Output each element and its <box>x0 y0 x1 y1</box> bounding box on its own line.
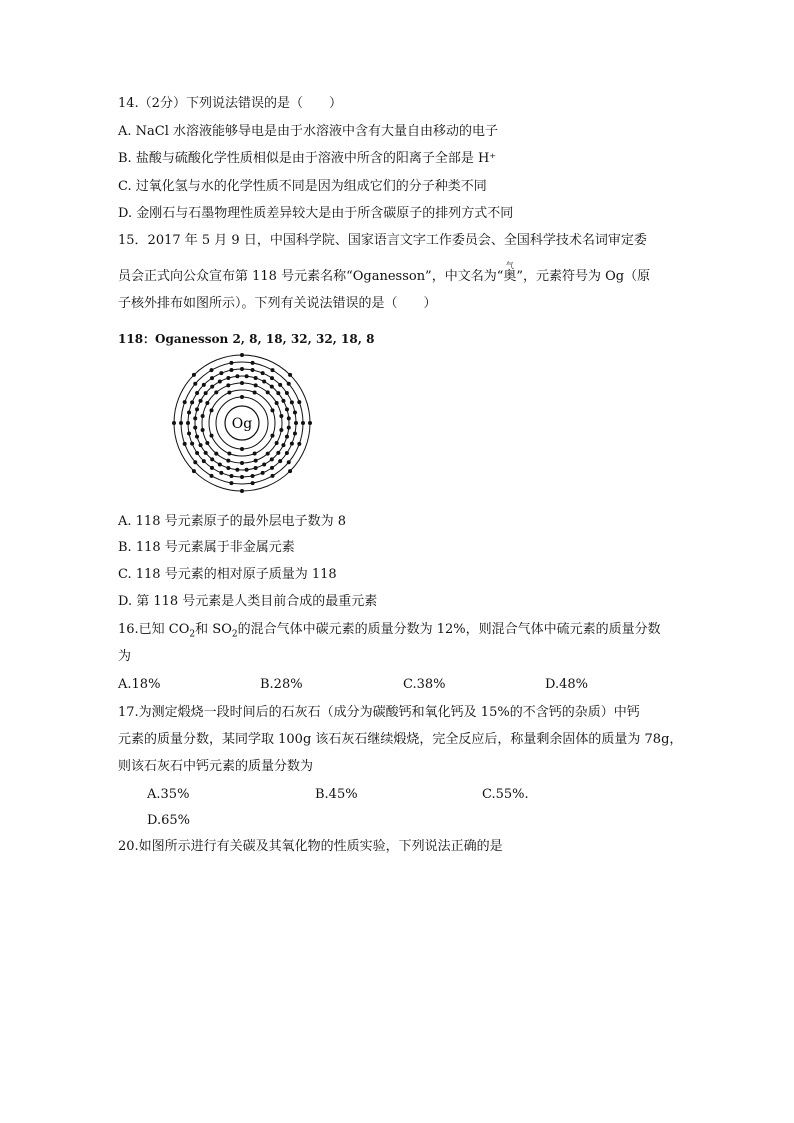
electron-dot <box>187 432 191 436</box>
electron-dot <box>199 399 203 403</box>
electron-dot <box>214 452 218 456</box>
electron-dot <box>204 451 208 455</box>
electron-dot <box>245 374 249 378</box>
q16-line2: 为 <box>118 649 132 664</box>
electron-dot <box>278 383 282 387</box>
electron-dot <box>183 442 187 446</box>
electron-dot <box>251 474 255 478</box>
q16-option-b: B.28% <box>260 677 303 692</box>
electron-dot <box>201 428 205 432</box>
electron-dot <box>279 414 283 418</box>
electron-dot <box>199 443 203 447</box>
electron-dot <box>285 407 289 411</box>
electron-dot <box>254 459 258 463</box>
q17-option-a: A.35% <box>147 787 190 802</box>
electron-dot <box>229 481 233 485</box>
electron-dot <box>287 416 291 420</box>
electron-dot <box>308 421 312 425</box>
electron-dot <box>262 462 266 466</box>
electron-dot <box>193 460 197 464</box>
electron-dot <box>293 432 297 436</box>
electron-dot <box>290 442 294 446</box>
electron-dot <box>290 400 294 404</box>
electron-dot <box>240 489 244 493</box>
electron-dot <box>276 451 280 455</box>
electron-dot <box>281 399 285 403</box>
electron-dot <box>270 376 274 380</box>
electron-dot <box>219 371 223 375</box>
electron-dot <box>251 361 255 365</box>
electron-dot <box>193 426 197 430</box>
electron-dot <box>201 414 205 418</box>
q14-option-c: C. 过氧化氢与水的化学性质不同是因为组成它们的分子种类不同 <box>118 179 487 194</box>
electron-dot <box>210 474 214 478</box>
electron-dot <box>193 382 197 386</box>
electron-dot <box>270 434 274 438</box>
electron-dot <box>226 466 230 470</box>
electron-dot <box>227 451 231 455</box>
electron-dot <box>270 457 274 461</box>
q15-line1: 15．2017 年 5 月 9 日，中国科学院、国家语言文字工作委员会、全国科学技术名词审定委 <box>118 233 647 248</box>
electron-dot <box>210 434 214 438</box>
electron-dot <box>275 401 279 405</box>
electron-dot <box>262 380 266 384</box>
electron-dot <box>193 416 197 420</box>
element-name-glyph-top: 气 <box>505 261 514 270</box>
electron-dot <box>240 447 244 451</box>
electron-dot <box>210 408 214 412</box>
electron-dot <box>285 435 289 439</box>
electron-dot <box>235 374 239 378</box>
electron-dot <box>172 421 176 425</box>
electron-dot <box>229 368 233 372</box>
electron-dot <box>190 442 194 446</box>
electron-dot <box>202 459 206 463</box>
electron-dot <box>261 371 265 375</box>
electron-dot <box>210 466 214 470</box>
q17-option-b: B.45% <box>315 787 358 802</box>
electron-dot <box>281 443 285 447</box>
electron-dot <box>226 383 230 387</box>
q15-line2 <box>118 261 651 286</box>
electron-dot <box>297 442 301 446</box>
electron-dot <box>210 376 214 380</box>
electron-dot <box>276 391 280 395</box>
electron-dot <box>279 428 283 432</box>
electron-dot <box>227 391 231 395</box>
electron-dot <box>288 469 292 473</box>
electron-dot <box>205 401 209 405</box>
electron-dot <box>270 385 274 389</box>
electron-dot <box>293 410 297 414</box>
electron-dot <box>240 353 244 357</box>
electron-dot <box>210 457 214 461</box>
electron-dot <box>297 400 301 404</box>
q16-stem-pre: 16.已知 CO <box>118 622 190 637</box>
q16-option-a: A.18% <box>118 677 161 692</box>
electron-dot <box>254 466 258 470</box>
q16-stem-post: 的混合气体中碳元素的质量分数为 12%，则混合气体中硫元素的质量分数 <box>237 622 661 637</box>
electron-dot <box>294 421 298 425</box>
q15-line3: 子核外排布如图所示）。下列有关说法错误的是（ ） <box>118 296 437 311</box>
electron-dot <box>240 367 244 371</box>
electron-dot <box>183 400 187 404</box>
electron-dot <box>271 474 275 478</box>
electron-dot <box>251 481 255 485</box>
q15-line2-pre: 员会正式向公众宣布第 118 号元素名称“Oganesson”，中文名为“ <box>118 269 504 284</box>
q15-option-c: C. 118 号元素的相对原子质量为 118 <box>118 567 337 582</box>
electron-dot <box>202 383 206 387</box>
q17-line3: 则该石灰石中钙元素的质量分数为 <box>118 759 314 774</box>
q16-stem <box>118 621 661 644</box>
electron-dot <box>219 471 223 475</box>
electron-dot <box>195 407 199 411</box>
q14-option-b: B. 盐酸与硫酸化学性质相似是由于溶液中所含的阳离子全部是 H⁺ <box>118 151 497 166</box>
electron-dot <box>210 385 214 389</box>
q17-line2: 元素的质量分数，某同学取 100g 该石灰石继续煅烧，完全反应后，称量剩余固体的质量为 78g， <box>118 732 683 747</box>
q14-option-d: D. 金刚石与石墨物理性质差异较大是由于所含碳原子的排列方式不同 <box>118 206 514 221</box>
q17-option-c: C.55%. <box>482 787 529 802</box>
electron-dot <box>214 390 218 394</box>
q17-line1: 17.为测定煅烧一段时间后的石灰石（成分为碳酸钙和氧化钙及 15%的不含钙的杂质）中钙 <box>118 705 640 720</box>
electron-dot <box>195 435 199 439</box>
q14-option-a: A. NaCl 水溶液能够导电是由于水溶液中含有大量自由移动的电子 <box>118 124 499 139</box>
electron-shell-diagram <box>152 348 332 498</box>
q15-option-a: A. 118 号元素原子的最外层电子数为 8 <box>118 514 347 529</box>
electron-dot <box>285 451 289 455</box>
electron-dot <box>226 376 230 380</box>
electron-dot <box>266 390 270 394</box>
electron-dot <box>240 461 244 465</box>
q16-subscript-2: 2 <box>231 629 238 640</box>
electron-dot <box>278 459 282 463</box>
electron-dot <box>245 468 249 472</box>
q17-option-d: D.65% <box>147 813 190 828</box>
electron-dot <box>240 395 244 399</box>
electron-dot <box>254 376 258 380</box>
electron-dot <box>186 421 190 425</box>
q14-stem: 14.（2分）下列说法错误的是（ ） <box>118 96 342 111</box>
electron-dot <box>179 421 183 425</box>
electron-dot <box>229 361 233 365</box>
electron-dot <box>204 391 208 395</box>
q15-option-b: B. 118 号元素属于非金属元素 <box>118 540 295 555</box>
electron-dot <box>253 391 257 395</box>
electron-dot <box>195 451 199 455</box>
q16-stem-mid: 和 SO <box>195 622 232 637</box>
electron-dot <box>210 368 214 372</box>
electron-dot <box>261 471 265 475</box>
electron-dot <box>218 380 222 384</box>
q15-option-d: D. 第 118 号元素是人类目前合成的最重元素 <box>118 594 378 609</box>
electron-dot <box>266 452 270 456</box>
electron-dot <box>190 400 194 404</box>
electron-dot <box>195 391 199 395</box>
electron-dot <box>270 466 274 470</box>
electron-dot <box>285 391 289 395</box>
electron-dot <box>235 468 239 472</box>
element-name-glyph-main: 奥 <box>503 269 517 284</box>
nucleus-symbol: Og <box>231 416 253 432</box>
electron-dot <box>240 475 244 479</box>
electron-dot <box>287 382 291 386</box>
q16-subscript-1: 2 <box>189 629 196 640</box>
q16-option-d: D.48% <box>545 677 588 692</box>
electron-dot <box>226 459 230 463</box>
electron-dot <box>288 373 292 377</box>
electron-dot <box>287 460 291 464</box>
q16-option-c: C.38% <box>403 677 446 692</box>
electron-dot <box>229 474 233 478</box>
electron-dot <box>270 408 274 412</box>
electron-dot <box>251 368 255 372</box>
element-name-glyph <box>503 261 517 286</box>
electron-dot <box>240 381 244 385</box>
q20-stem: 20.如图所示进行有关碳及其氧化物的性质实验，下列说法正确的是 <box>118 839 503 854</box>
electron-dot <box>192 373 196 377</box>
electron-dot <box>192 469 196 473</box>
electron-dot <box>275 441 279 445</box>
electron-dot <box>271 368 275 372</box>
electron-dot <box>187 410 191 414</box>
atom-figure-label: 118：Oganesson 2, 8, 18, 32, 32, 18, 8 <box>118 332 375 346</box>
q15-line2-post: ”，元素符号为 Og（原 <box>516 269 651 284</box>
electron-dot <box>218 462 222 466</box>
electron-dot <box>301 421 305 425</box>
electron-dot <box>205 441 209 445</box>
electron-dot <box>253 451 257 455</box>
electron-dot <box>254 383 258 387</box>
electron-dot <box>287 426 291 430</box>
